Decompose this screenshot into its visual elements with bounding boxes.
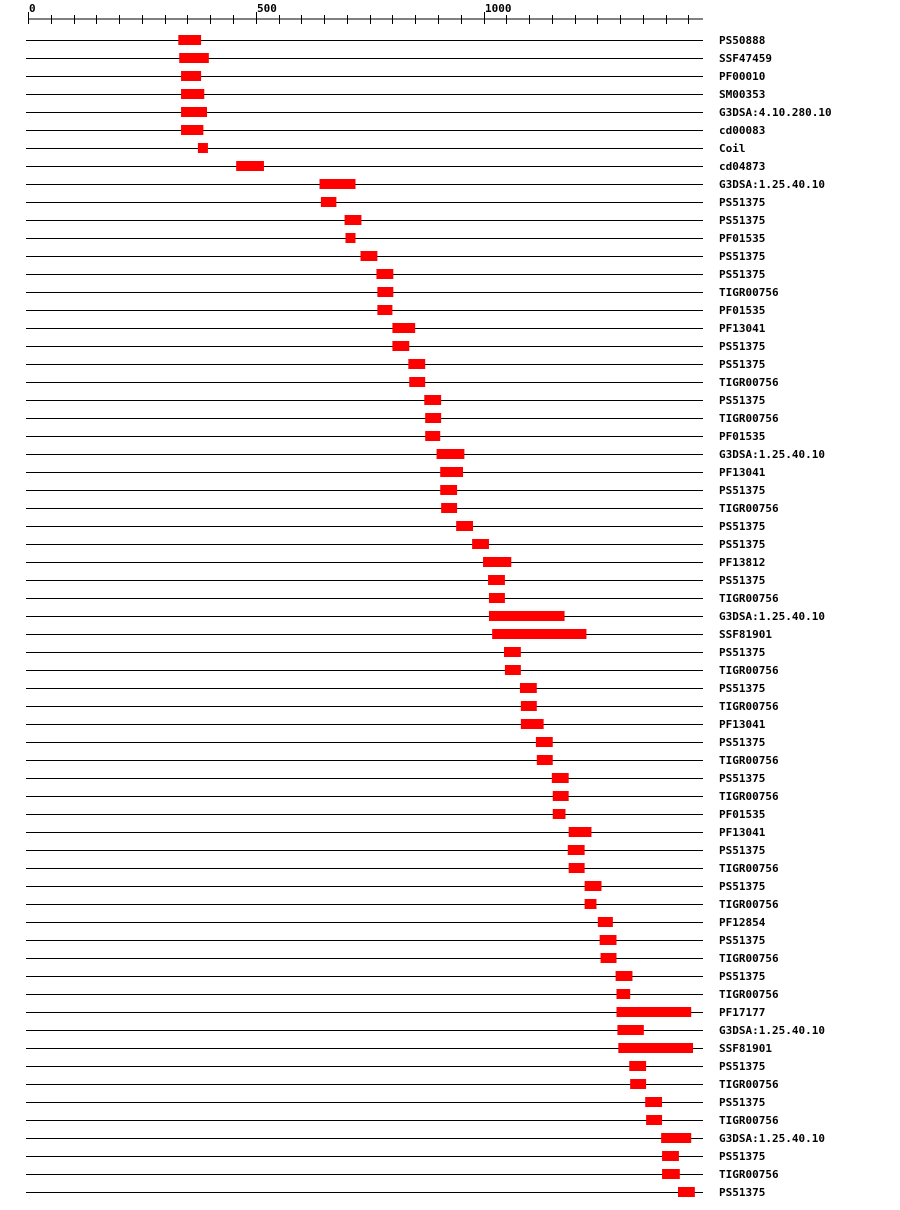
domain-bar <box>568 845 585 855</box>
track-label: PS51375 <box>719 1186 766 1199</box>
track-label: PS51375 <box>719 970 766 983</box>
track-label: Coil <box>719 142 746 155</box>
domain-bar <box>489 611 565 621</box>
track-label: PS51375 <box>719 934 766 947</box>
domain-bar <box>441 503 457 513</box>
track-row <box>26 970 765 983</box>
track-row <box>26 718 766 731</box>
track-row <box>26 106 832 119</box>
x-axis <box>28 2 703 24</box>
track-label: SM00353 <box>719 88 766 101</box>
track-label: PS51375 <box>719 1096 766 1109</box>
domain-bar <box>392 341 409 351</box>
track-label: PF00010 <box>719 70 766 83</box>
track-row <box>26 430 765 443</box>
domain-bar <box>520 683 537 693</box>
domain-bar <box>616 971 633 981</box>
track-row <box>26 934 765 947</box>
x-tick-label: 1000 <box>485 2 512 15</box>
track-row <box>26 160 765 173</box>
domain-bar <box>437 449 465 459</box>
track-label: PS51375 <box>719 646 766 659</box>
track-label: TIGR00756 <box>719 862 779 875</box>
track-row <box>26 340 765 353</box>
track-label: PS51375 <box>719 736 766 749</box>
domain-bar <box>179 53 209 63</box>
track-row <box>26 1060 765 1073</box>
track-row <box>26 880 765 893</box>
track-label: TIGR00756 <box>719 286 779 299</box>
track-row <box>26 736 765 749</box>
x-tick-label: 0 <box>29 2 36 15</box>
domain-bar <box>198 143 208 153</box>
track-label: PS51375 <box>719 394 766 407</box>
domain-bar <box>569 827 592 837</box>
domain-bar <box>345 233 355 243</box>
domain-bar <box>345 215 362 225</box>
track-row <box>26 250 765 263</box>
track-row <box>26 862 779 875</box>
domain-bar <box>425 431 440 441</box>
track-label: PS51375 <box>719 1060 766 1073</box>
track-row <box>26 610 825 623</box>
domain-bar <box>488 575 505 585</box>
track-row <box>26 700 779 713</box>
track-row <box>26 268 765 281</box>
track-label: PS51375 <box>719 520 766 533</box>
track-label: PS51375 <box>719 574 766 587</box>
track-label: TIGR00756 <box>719 412 779 425</box>
track-row <box>26 664 779 677</box>
domain-bar <box>645 1097 662 1107</box>
track-row <box>26 214 765 227</box>
track-label: PS51375 <box>719 358 766 371</box>
domain-bar <box>181 89 204 99</box>
track-row <box>26 286 779 299</box>
track-row <box>26 376 779 389</box>
track-label: G3DSA:1.25.40.10 <box>719 1024 825 1037</box>
domain-bar <box>181 125 203 135</box>
track-row <box>26 628 772 641</box>
track-row <box>26 1096 765 1109</box>
domain-bar <box>505 665 521 675</box>
track-label: G3DSA:1.25.40.10 <box>719 178 825 191</box>
track-label: TIGR00756 <box>719 988 779 1001</box>
track-label: TIGR00756 <box>719 700 779 713</box>
track-row <box>26 1042 772 1055</box>
track-label: TIGR00756 <box>719 376 779 389</box>
track-label: TIGR00756 <box>719 502 779 515</box>
track-label: SSF47459 <box>719 52 772 65</box>
track-row <box>26 772 765 785</box>
track-row <box>26 916 766 929</box>
track-label: cd04873 <box>719 160 766 173</box>
track-label: G3DSA:1.25.40.10 <box>719 610 825 623</box>
track-row <box>26 538 765 551</box>
domain-bar <box>504 647 521 657</box>
track-row <box>26 826 766 839</box>
track-label: PS51375 <box>719 772 766 785</box>
track-label: PF01535 <box>719 430 766 443</box>
track-label: PF17177 <box>719 1006 766 1019</box>
domain-bar <box>569 863 585 873</box>
track-label: PS51375 <box>719 340 766 353</box>
domain-bar <box>552 773 569 783</box>
x-tick-label: 500 <box>257 2 277 15</box>
track-label: TIGR00756 <box>719 790 779 803</box>
domain-bar <box>472 539 489 549</box>
track-row <box>26 124 765 137</box>
track-row <box>26 322 766 335</box>
track-label: PS51375 <box>719 880 766 893</box>
track-row <box>26 304 765 317</box>
track-row <box>26 502 779 515</box>
track-row <box>26 88 765 101</box>
track-label: PF01535 <box>719 232 766 245</box>
track-label: cd00083 <box>719 124 766 137</box>
domain-bar <box>377 287 393 297</box>
track-label: TIGR00756 <box>719 1114 779 1127</box>
track-label: PF13041 <box>719 826 766 839</box>
domain-bar <box>617 1025 643 1035</box>
track-label: TIGR00756 <box>719 898 779 911</box>
domain-bar <box>617 1007 692 1017</box>
track-row <box>26 808 765 821</box>
domain-bar <box>440 485 457 495</box>
domain-bar <box>181 71 201 81</box>
domain-bar <box>440 467 463 477</box>
domain-bar <box>630 1079 646 1089</box>
track-label: PS51375 <box>719 538 766 551</box>
track-label: PS51375 <box>719 214 766 227</box>
domain-bar <box>320 179 356 189</box>
domain-bar <box>409 377 425 387</box>
track-row <box>26 196 765 209</box>
domain-bar <box>646 1115 662 1125</box>
domain-bar <box>553 809 566 819</box>
domain-bar <box>661 1133 691 1143</box>
domain-bar <box>408 359 425 369</box>
track-label: TIGR00756 <box>719 592 779 605</box>
track-label: PS51375 <box>719 268 766 281</box>
track-row <box>26 52 772 65</box>
track-row <box>26 394 765 407</box>
domain-bar <box>377 305 392 315</box>
track-label: SSF81901 <box>719 628 772 641</box>
track-row <box>26 358 765 371</box>
domain-bar <box>662 1169 680 1179</box>
track-row <box>26 142 746 155</box>
domain-bar <box>618 1043 693 1053</box>
domain-bar <box>585 899 597 909</box>
track-label: PF12854 <box>719 916 766 929</box>
domain-bar <box>492 629 586 639</box>
track-row <box>26 898 779 911</box>
track-row <box>26 520 765 533</box>
domain-bar <box>537 755 553 765</box>
track-row <box>26 1132 825 1145</box>
domain-bar <box>598 917 613 927</box>
track-label: PS51375 <box>719 844 766 857</box>
domain-bar <box>553 791 569 801</box>
domain-bar <box>424 395 441 405</box>
domain-bar <box>600 935 617 945</box>
track-label: TIGR00756 <box>719 664 779 677</box>
track-row <box>26 1114 779 1127</box>
domain-bar <box>376 269 393 279</box>
track-row <box>26 592 779 605</box>
track-row <box>26 466 766 479</box>
domain-bar <box>521 701 537 711</box>
track-row <box>26 1150 765 1163</box>
domain-bar <box>489 593 505 603</box>
domain-bar <box>456 521 473 531</box>
track-label: SSF81901 <box>719 1042 772 1055</box>
track-row <box>26 70 765 83</box>
domain-bar <box>321 197 336 207</box>
domain-bar <box>521 719 544 729</box>
track-row <box>26 646 765 659</box>
domain-bar <box>361 251 378 261</box>
track-label: G3DSA:4.10.280.10 <box>719 106 832 119</box>
track-row <box>26 682 765 695</box>
track-label: PS51375 <box>719 484 766 497</box>
track-row <box>26 790 779 803</box>
track-row <box>26 34 765 47</box>
domain-bar <box>601 953 617 963</box>
track-row <box>26 1006 765 1019</box>
track-row <box>26 574 765 587</box>
track-row <box>26 556 765 569</box>
track-label: PF01535 <box>719 304 766 317</box>
track-label: PF01535 <box>719 808 766 821</box>
track-label: TIGR00756 <box>719 1078 779 1091</box>
track-row <box>26 232 765 245</box>
track-row <box>26 1024 825 1037</box>
track-label: G3DSA:1.25.40.10 <box>719 448 825 461</box>
domain-bar <box>236 161 264 171</box>
track-label: TIGR00756 <box>719 754 779 767</box>
domain-bar <box>483 557 511 567</box>
track-row <box>26 844 765 857</box>
track-label: TIGR00756 <box>719 952 779 965</box>
domain-bar <box>617 989 631 999</box>
domain-bar <box>392 323 415 333</box>
domain-bar <box>678 1187 695 1197</box>
domain-bar <box>629 1061 646 1071</box>
track-label: PS51375 <box>719 250 766 263</box>
track-label: PF13041 <box>719 322 766 335</box>
track-label: PF13812 <box>719 556 766 569</box>
track-label: G3DSA:1.25.40.10 <box>719 1132 825 1145</box>
track-row <box>26 448 825 461</box>
track-row <box>26 1186 765 1199</box>
track-label: PS51375 <box>719 682 766 695</box>
track-label: TIGR00756 <box>719 1168 779 1181</box>
track-row <box>26 1078 779 1091</box>
track-row <box>26 178 825 191</box>
track-row <box>26 754 779 767</box>
domain-bar <box>425 413 441 423</box>
track-row <box>26 988 779 1001</box>
domain-bar <box>181 107 207 117</box>
track-row <box>26 484 765 497</box>
track-label: PS51375 <box>719 1150 766 1163</box>
track-row <box>26 952 779 965</box>
track-row <box>26 412 779 425</box>
track-row <box>26 1168 779 1181</box>
domain-bar <box>178 35 201 45</box>
track-label: PF13041 <box>719 466 766 479</box>
domain-bar <box>662 1151 679 1161</box>
domain-bar <box>536 737 553 747</box>
domain-bar <box>585 881 602 891</box>
track-rows <box>26 34 832 1199</box>
track-label: PS50888 <box>719 34 766 47</box>
track-label: PS51375 <box>719 196 766 209</box>
track-label: PF13041 <box>719 718 766 731</box>
